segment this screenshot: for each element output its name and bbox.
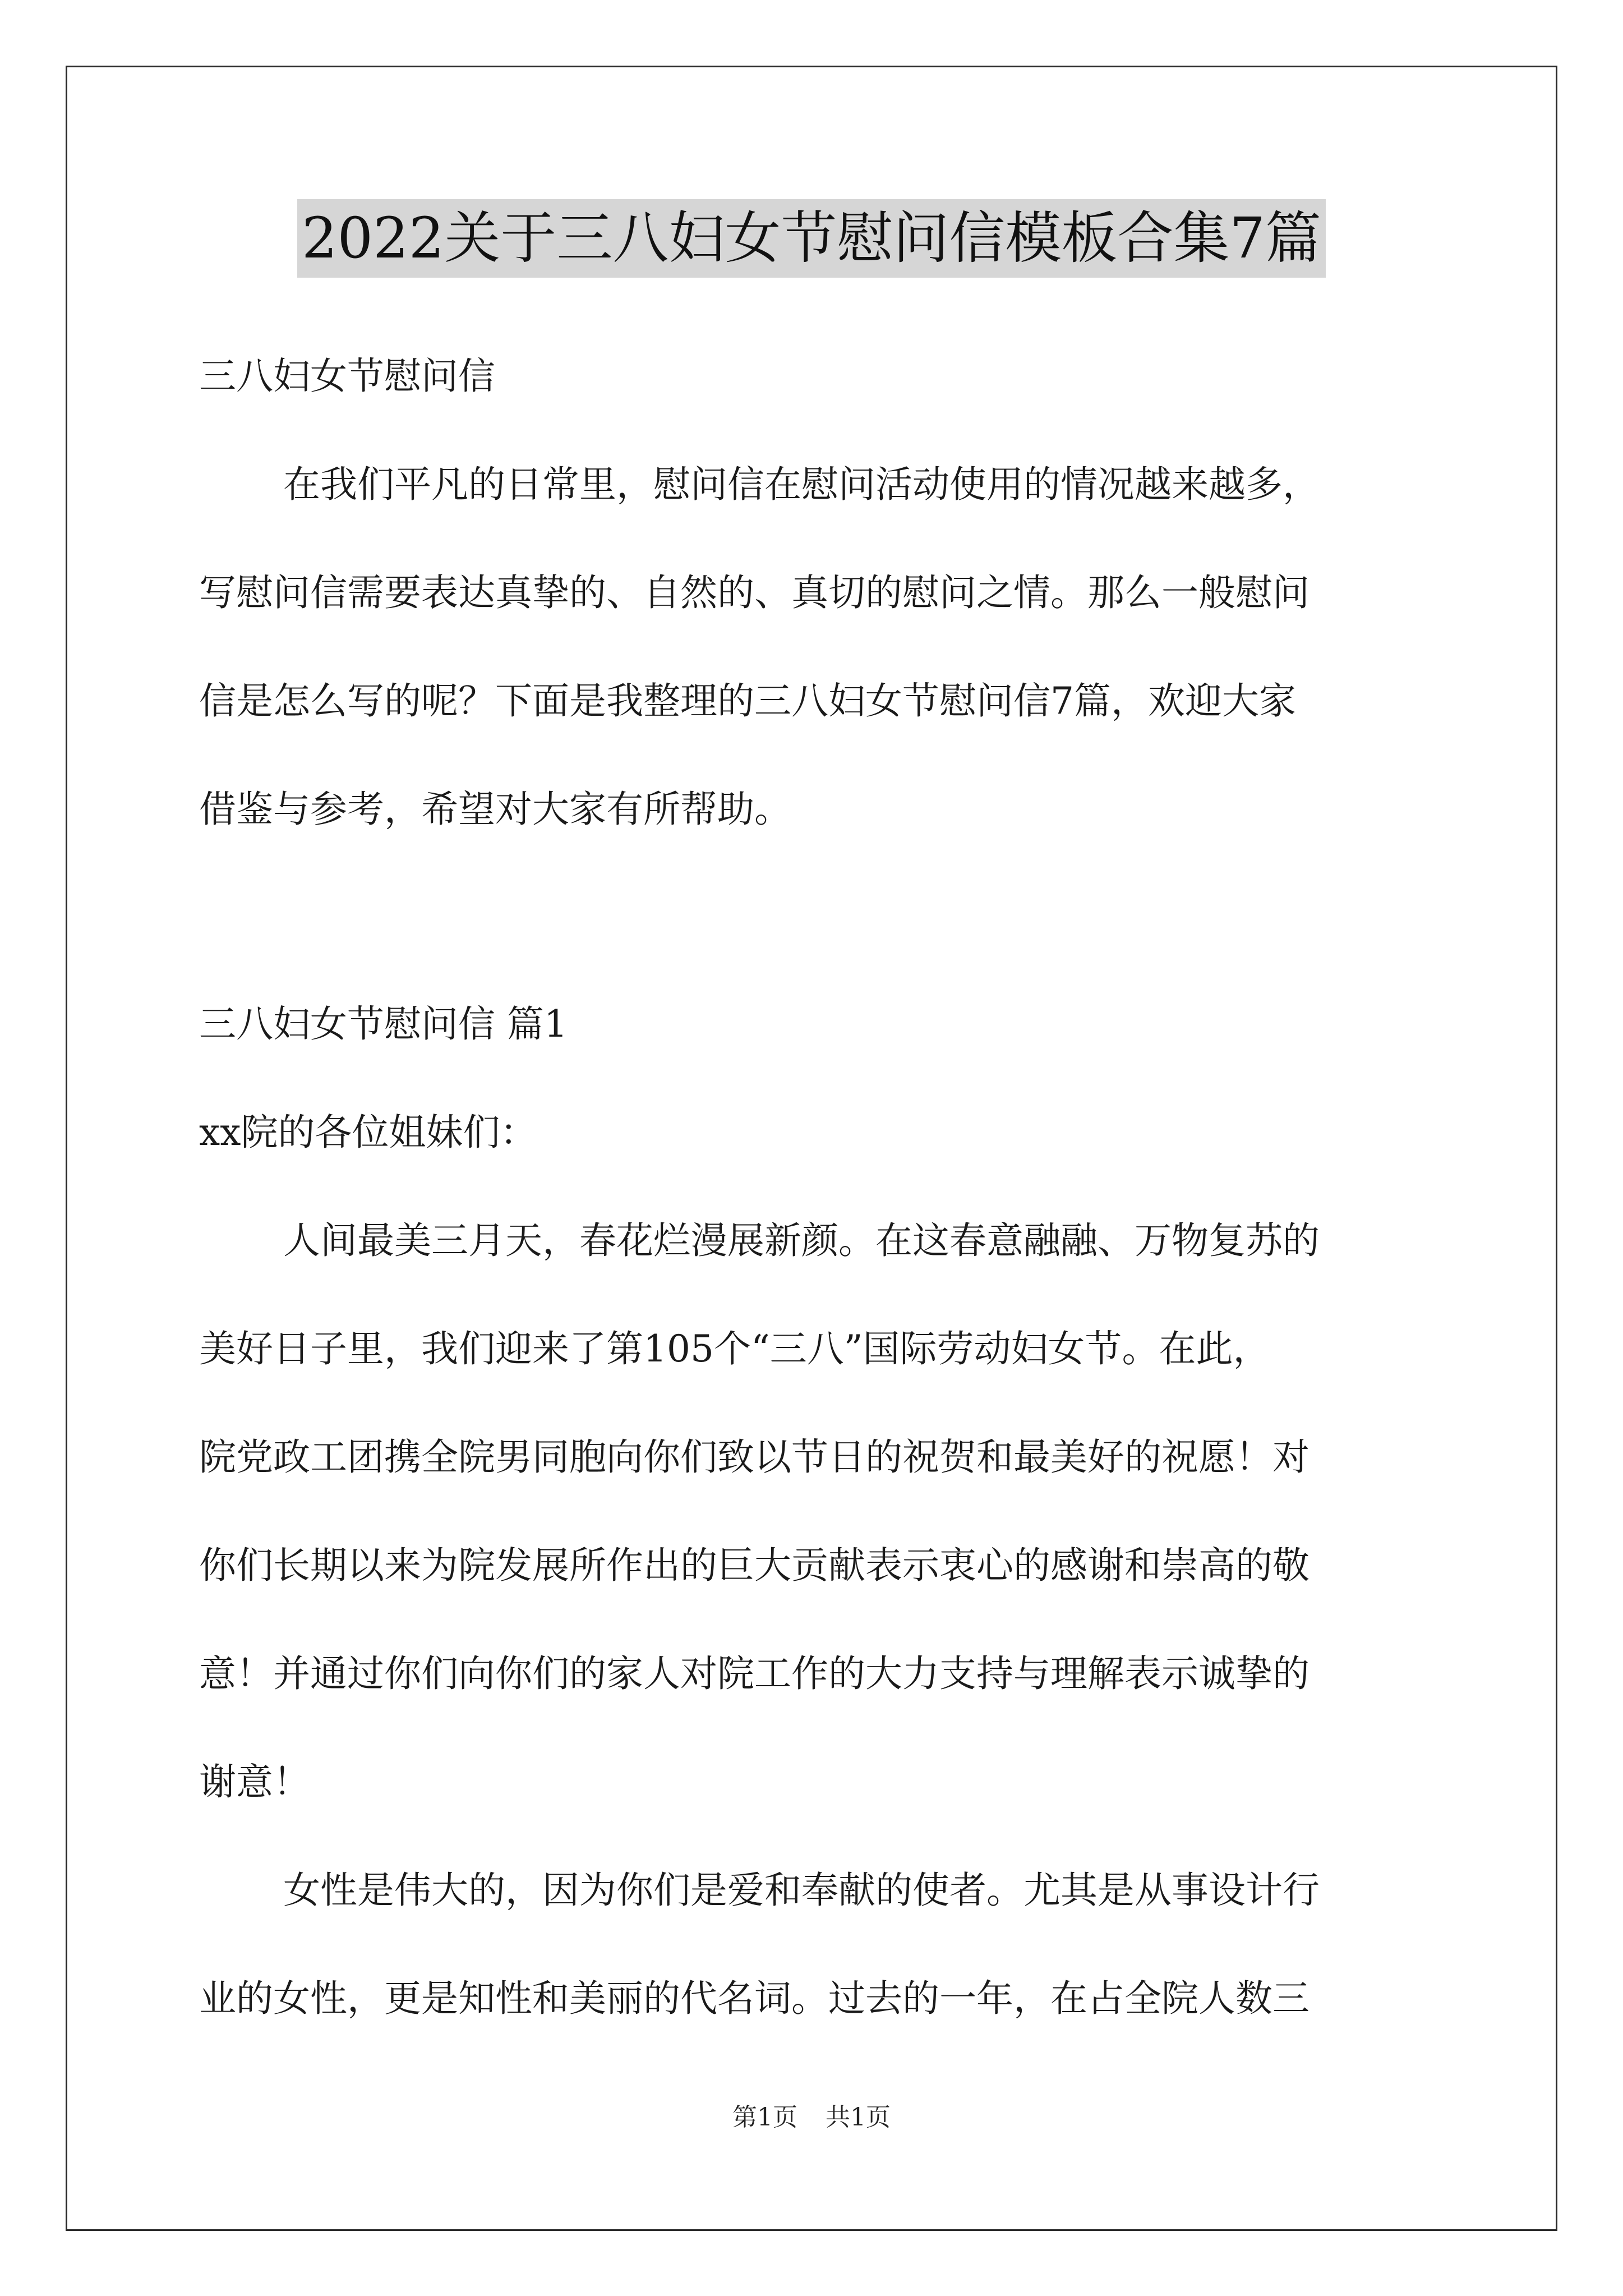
paragraph-line: 院党政工团携全院男同胞向你们致以节日的祝贺和最美好的祝愿！对 [199,1435,1310,1479]
intro-line: 借鉴与参考，希望对大家有所帮助。 [199,788,791,831]
paragraph-line: 人间最美三月天，春花烂漫展新颜。在这春意融融、万物复苏的 [283,1219,1320,1262]
paragraph-line: 女性是伟大的，因为你们是爱和奉献的使者。尤其是从事设计行 [283,1869,1320,1912]
page-number: 第1页 [732,2103,797,2132]
intro-line: 信是怎么写的呢？下面是我整理的三八妇女节慰问信7篇，欢迎大家 [199,679,1296,723]
paragraph-line: 你们长期以来为院发展所作出的巨大贡献表示衷心的感谢和崇高的敬 [199,1544,1310,1587]
title-container [0,199,1623,278]
paragraph-line: 业的女性，更是知性和美丽的代名词。过去的一年，在占全院人数三 [199,1977,1310,2020]
paragraph-line: 谢意！ [199,1760,310,1803]
document-title: 2022关于三八妇女节慰问信模板合集7篇 [297,199,1326,278]
section-heading: 三八妇女节慰问信 篇1 [199,1002,568,1046]
page-total: 共1页 [826,2103,891,2132]
paragraph-line: 意！并通过你们向你们的家人对院工作的大力支持与理解表示诚挚的 [199,1652,1310,1695]
salutation: xx院的各位姐妹们： [199,1111,537,1154]
intro-line: 写慰问信需要表达真挚的、自然的、真切的慰问之情。那么一般慰问 [199,571,1310,614]
intro-heading: 三八妇女节慰问信 [199,355,495,398]
paragraph-line: 美好日子里，我们迎来了第105个“三八”国际劳动妇女节。在此， [199,1327,1270,1370]
intro-line: 在我们平凡的日常里，慰问信在慰问活动使用的情况越来越多， [283,463,1320,506]
page-footer [0,2101,1623,2134]
